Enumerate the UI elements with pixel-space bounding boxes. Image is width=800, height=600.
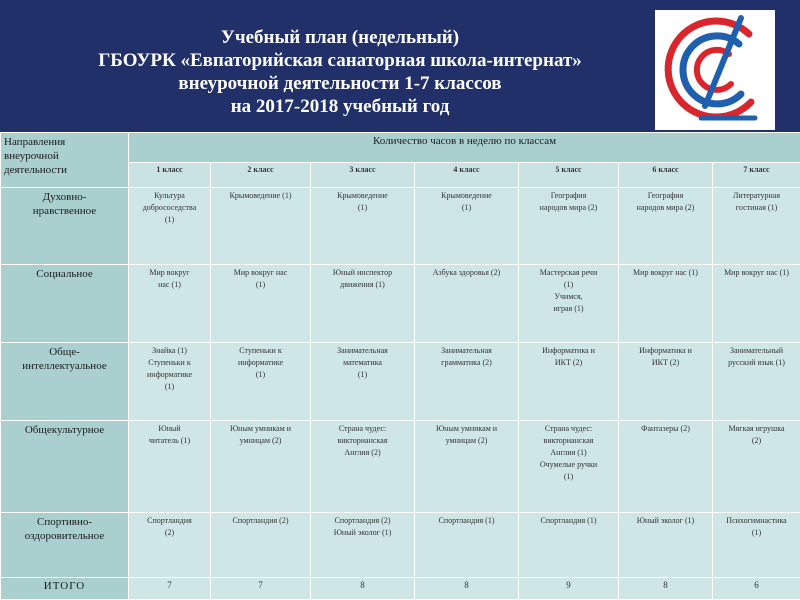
activity-line: Страна чудес: [544, 424, 593, 434]
activity-cell [311, 187, 415, 264]
grade-header: 2 класс [211, 163, 311, 187]
activity-cell [619, 512, 713, 577]
activity-line: народов мира (2) [636, 202, 695, 212]
activity-line: (1) [751, 527, 762, 537]
activity-line: Литературная [733, 190, 780, 200]
activity-line: Юный инспектор [332, 267, 393, 277]
total-value: 7 [129, 577, 211, 599]
activity-line: играя (1) [553, 303, 584, 313]
activity-cell [619, 343, 713, 421]
activity-line: Азбука здоровья (2) [432, 267, 501, 277]
activity-line: Мир вокруг нас [233, 267, 288, 277]
activity-line: (2) [164, 527, 175, 537]
total-row [1, 577, 800, 599]
direction-label-line: Спортивно- [36, 515, 93, 528]
activity-line: (2) [751, 436, 762, 446]
activity-line: Спортландия (1) [438, 515, 495, 525]
direction-label-line: интеллектуальное [22, 360, 107, 373]
activity-cell [619, 421, 713, 512]
activity-line: (1) [563, 472, 574, 482]
total-value: 8 [311, 577, 415, 599]
school-logo [655, 10, 775, 130]
direction-label-line: нравственное [32, 204, 97, 217]
activity-cell [211, 343, 311, 421]
activity-cell [519, 187, 619, 264]
activity-line: Ступеньки к [148, 358, 191, 368]
table-row [1, 343, 800, 421]
activity-line: умницам (2) [239, 436, 282, 446]
activity-cell [415, 264, 519, 342]
activity-cell [519, 421, 619, 512]
grade-header: 6 класс [619, 163, 713, 187]
activity-cell [311, 512, 415, 577]
activity-line: Занимательная [337, 346, 388, 356]
activity-line: русский язык (1) [728, 358, 785, 368]
activity-line: математика [343, 358, 382, 368]
activity-line: ИКТ (2) [651, 358, 680, 368]
total-value: 6 [713, 577, 800, 599]
activity-cell [211, 512, 311, 577]
activity-cell [713, 264, 800, 342]
activity-line: Спортландия (2) [232, 515, 289, 525]
activity-line: грамматика (2) [441, 358, 492, 368]
table-row [1, 512, 800, 577]
table-row [1, 187, 800, 264]
grade-header: 7 класс [713, 163, 800, 187]
direction-label [1, 421, 129, 512]
table-row [1, 421, 800, 512]
direction-label [1, 187, 129, 264]
direction-label [1, 264, 129, 342]
activity-line: Юный [158, 424, 181, 434]
activity-cell [619, 187, 713, 264]
title-line-4: на 2017-2018 учебный год [230, 96, 450, 117]
activity-line: (1) [255, 370, 266, 380]
activity-line: Информатика и [639, 346, 692, 356]
total-label: ИТОГО [1, 577, 129, 599]
activity-line: Мягкая игрушка [728, 424, 785, 434]
activity-line: Спортландия (1) [540, 515, 597, 525]
school-emblem-icon [655, 10, 775, 130]
activity-line: Мастерская речи [539, 267, 598, 277]
activity-line: Ступеньки к [239, 346, 282, 356]
hours-per-week-header: Количество часов в неделю по классам [129, 133, 800, 163]
activity-cell [129, 343, 211, 421]
activity-line: Юный эколог (1) [636, 515, 695, 525]
grade-header: 3 класс [311, 163, 415, 187]
activity-line: (1) [357, 370, 368, 380]
activity-line: Спортландия [147, 515, 192, 525]
activity-cell [211, 264, 311, 342]
activity-line: нас (1) [158, 279, 181, 289]
direction-header-line: деятельности [4, 164, 67, 176]
direction-label [1, 512, 129, 577]
activity-line: информатике [238, 358, 283, 368]
activity-line: Мир вокруг нас (1) [724, 267, 789, 277]
activity-line: (1) [461, 202, 472, 212]
activity-line: умницам (2) [445, 436, 488, 446]
activity-cell [311, 343, 415, 421]
activity-line: Информатика и [542, 346, 595, 356]
direction-header [1, 133, 129, 188]
total-value: 7 [211, 577, 311, 599]
activity-line: (1) [357, 202, 368, 212]
activity-line: читатель (1) [148, 436, 191, 446]
activity-cell [713, 343, 800, 421]
activity-line: Занимательный [729, 346, 784, 356]
activity-line: (1) [164, 382, 175, 392]
activity-line: викторианская [543, 436, 594, 446]
direction-header-line: внеурочной [4, 150, 59, 162]
activity-line: добрососедства [142, 202, 197, 212]
direction-label-line: Обще- [49, 346, 80, 359]
activity-cell [415, 343, 519, 421]
direction-label-line: оздоровительное [24, 529, 105, 542]
activity-cell [713, 187, 800, 264]
activity-line: информатике [147, 370, 192, 380]
activity-cell [211, 187, 311, 264]
activity-line: ИКТ (2) [554, 358, 583, 368]
grade-header: 4 класс [415, 163, 519, 187]
direction-header-line: Направления [4, 136, 66, 148]
activity-cell [519, 512, 619, 577]
activity-cell [129, 421, 211, 512]
activity-line: География [647, 190, 684, 200]
activity-line: Занимательная [441, 346, 492, 356]
activity-line: Мир вокруг нас (1) [633, 267, 698, 277]
table-row [1, 264, 800, 342]
slide-title [40, 26, 640, 118]
activity-cell [619, 264, 713, 342]
activity-cell [129, 187, 211, 264]
activity-cell [129, 512, 211, 577]
activity-cell [713, 512, 800, 577]
title-line-2: ГБОУРК «Евпаторийская санаторная школа-интернат» [98, 50, 582, 71]
activity-line: Психогимнастика [726, 515, 787, 525]
activity-line: Страна чудес: [338, 424, 387, 434]
direction-label-line: Социальное [36, 267, 93, 280]
title-line-1: Учебный план (недельный) [220, 27, 460, 48]
curriculum-table [0, 132, 800, 600]
activity-cell [311, 421, 415, 512]
direction-label [1, 343, 129, 421]
activity-line: Юным умникам и [229, 424, 292, 434]
grade-header: 5 класс [519, 163, 619, 187]
activity-cell [519, 343, 619, 421]
slide-header [0, 0, 800, 132]
direction-label-line: Духовно- [42, 190, 87, 203]
activity-line: народов мира (2) [539, 202, 598, 212]
activity-line: Крымоведение [441, 190, 492, 200]
activity-cell [311, 264, 415, 342]
activity-line: движения (1) [340, 279, 385, 289]
total-value: 9 [519, 577, 619, 599]
activity-line: (1) [164, 214, 175, 224]
activity-cell [129, 264, 211, 342]
activity-line: Юным умникам и [435, 424, 498, 434]
activity-cell [415, 421, 519, 512]
activity-line: Крымоведение [337, 190, 388, 200]
activity-line: (1) [563, 279, 574, 289]
activity-line: (1) [255, 279, 266, 289]
total-value: 8 [415, 577, 519, 599]
total-value: 8 [619, 577, 713, 599]
activity-cell [519, 264, 619, 342]
activity-cell [713, 421, 800, 512]
activity-line: Крымоведение (1) [229, 190, 292, 200]
activity-line: Спортландия (2) [334, 515, 391, 525]
activity-line: Очумелые ручки [539, 460, 598, 470]
activity-line: Англия (2) [344, 448, 381, 458]
title-line-3: внеурочной деятельности 1-7 классов [178, 73, 502, 94]
activity-line: викторианская [337, 436, 388, 446]
activity-line: Англия (1) [550, 448, 587, 458]
activity-cell [211, 421, 311, 512]
activity-cell [415, 512, 519, 577]
activity-line: Учимся, [554, 291, 583, 301]
activity-line: Фантазеры (2) [641, 424, 690, 434]
activity-line: Культура [154, 190, 185, 200]
activity-line: Юный эколог (1) [333, 527, 392, 537]
direction-label-line: Общекультурное [24, 424, 105, 437]
grade-header: 1 класс [129, 163, 211, 187]
activity-line: Знайка (1) [152, 346, 187, 356]
activity-cell [415, 187, 519, 264]
activity-line: Мир вокруг [149, 267, 190, 277]
activity-line: География [550, 190, 587, 200]
activity-line: гостиная (1) [735, 202, 778, 212]
